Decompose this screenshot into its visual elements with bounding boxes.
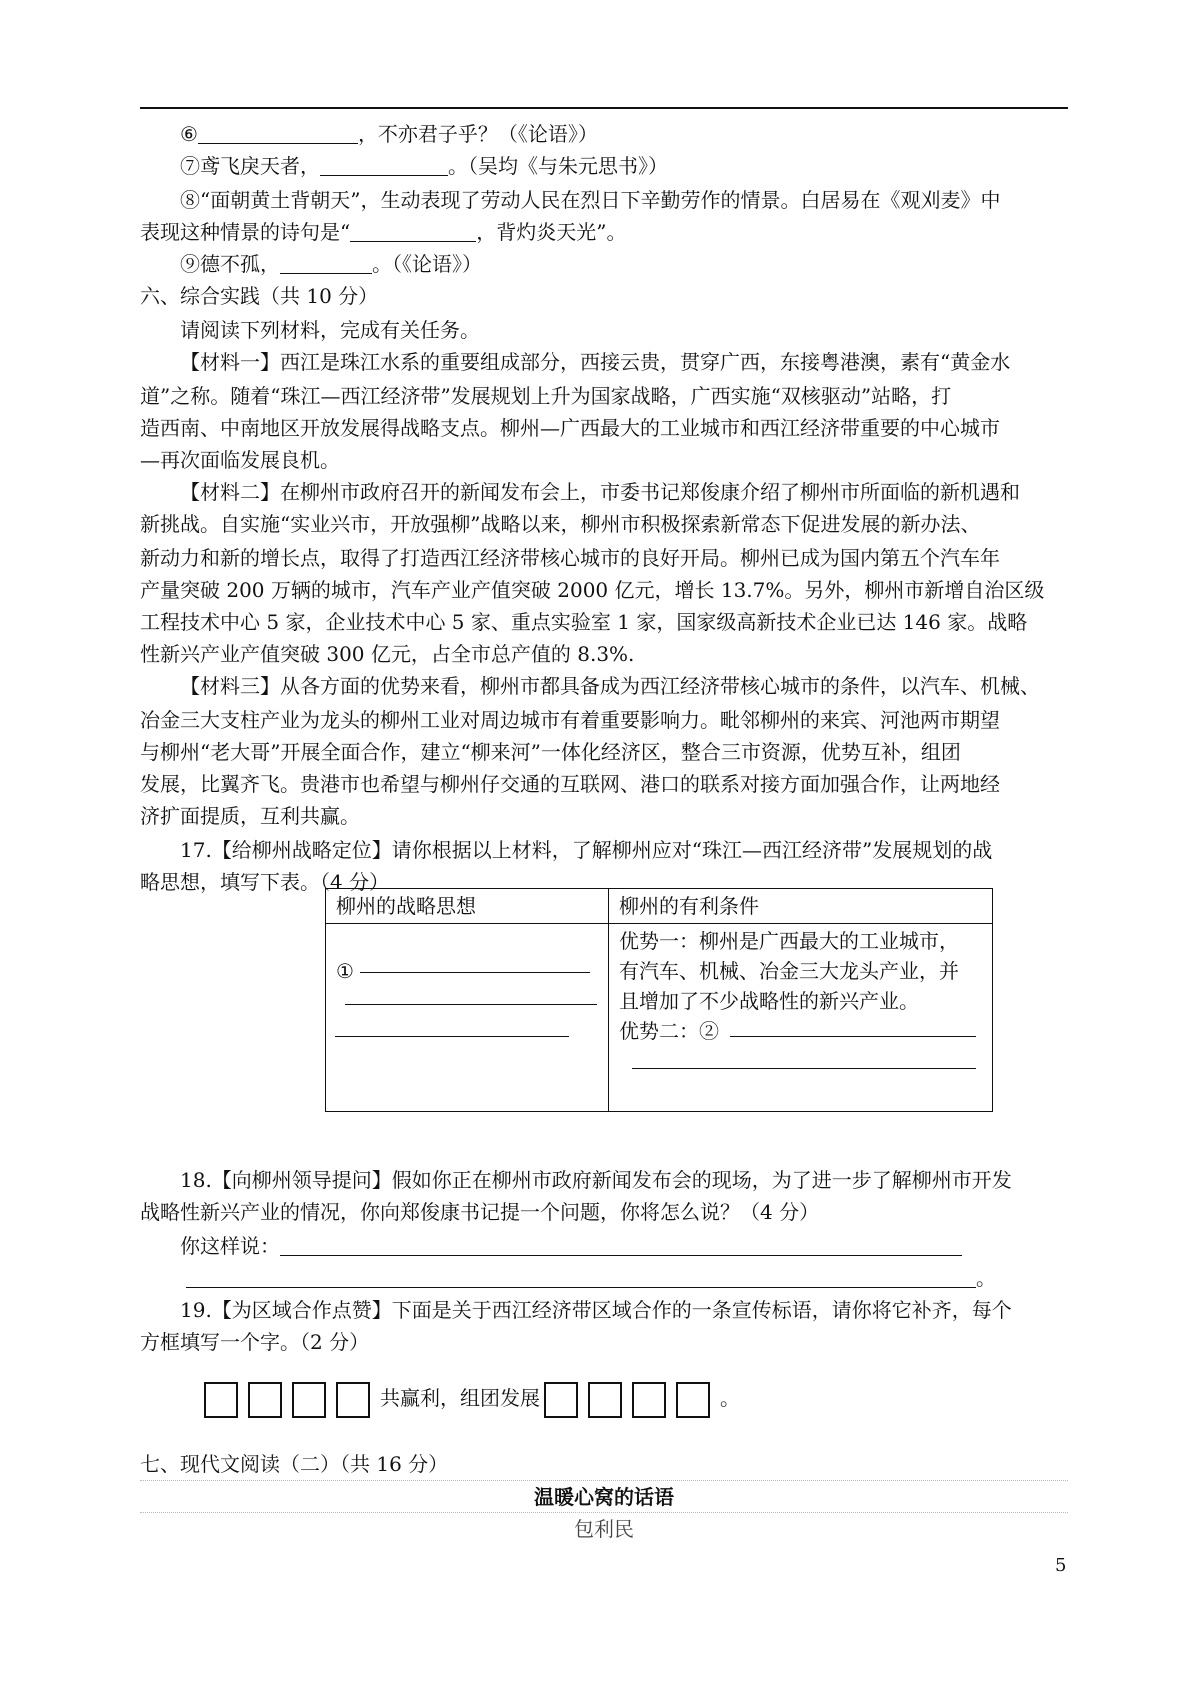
q18-answer-blank[interactable] (186, 1265, 976, 1288)
quote-7-blank[interactable] (320, 153, 448, 176)
material1-line: 造西南、中南地区开放发展得战略支点。柳州—广西最大的工业城市和西江经济带重要的中心城市 (140, 416, 1000, 440)
material3-line: 冶金三大支柱产业为龙头的柳州工业对周边城市有着重要影响力。毗邻柳州的来宾、河池两市期望 (140, 708, 1000, 732)
section6-heading: 六、综合实践（共 10 分） (140, 284, 379, 308)
article-author: 包利民 (574, 1517, 634, 1541)
material2-line: 性新兴产业产值突破 300 亿元，占全市总产值的 8.3%. (140, 642, 635, 666)
material2-line: 新动力和新的增长点，取得了打造西江经济带核心城市的良好开局。柳州已成为国内第五个汽车年 (140, 546, 1000, 570)
advantage2-label: 优势二：② (619, 1019, 719, 1043)
quote-7-text1: ⑦鸢飞戾天者， (180, 154, 320, 178)
quote-6-text: ，不亦君子乎？（《论语》） (357, 122, 598, 146)
header-rule (140, 107, 1068, 109)
quote-9-text1: ⑨德不孤， (180, 252, 280, 276)
q18-end-mark: 。 (976, 1266, 996, 1290)
advantage2-answer-line[interactable] (730, 1036, 976, 1037)
slogan-middle: 共赢利，组团发展 (380, 1386, 540, 1410)
quote-9-text2: 。（《论语》） (372, 252, 482, 276)
page-number: 5 (1055, 1555, 1067, 1576)
q18-line: 18.【向柳州领导提问】假如你正在柳州市政府新闻发布会的现场，为了进一步了解柳州市开发 (180, 1168, 1012, 1192)
quote-8-blank[interactable] (350, 219, 476, 242)
slogan-end: 。 (720, 1386, 740, 1410)
slogan-box[interactable] (248, 1382, 282, 1418)
dotted-rule (140, 1480, 1068, 1481)
material2-line: 【材料二】在柳州市政府召开的新闻发布会上，市委书记郑俊康介绍了柳州市所面临的新机遇和 (180, 480, 1020, 504)
material2-line: 产量突破 200 万辆的城市，汽车产业产值突破 2000 亿元，增长 13.7%。另外，柳州市新增自治区级 (140, 578, 1045, 602)
quote-6-num: ⑥ (180, 122, 198, 146)
q19-line: 19.【为区域合作点赞】下面是关于西江经济带区域合作的一条宣传标语，请你将它补齐，每个 (180, 1298, 1012, 1322)
material1-line: 【材料一】西江是珠江水系的重要组成部分，西接云贵，贯穿广西，东接粤港澳，素有“黄金水 (180, 350, 1011, 374)
slogan-box[interactable] (588, 1382, 622, 1418)
table-header-strategy: 柳州的战略思想 (326, 889, 609, 924)
advantage2-answer-line[interactable] (632, 1068, 976, 1069)
q19-line: 方框填写一个字。（2 分） (140, 1330, 370, 1354)
material3-line: 济扩面提质，互利共赢。 (140, 804, 360, 828)
q18-line: 战略性新兴产业的情况，你向郑俊康书记提一个问题，你将怎么说？（4 分） (140, 1200, 820, 1224)
strategy-answer-line[interactable] (345, 1004, 597, 1005)
advantage1-line: 优势一：柳州是广西最大的工业城市， (619, 929, 959, 953)
strategy-answer-line[interactable] (335, 1036, 569, 1037)
slogan (204, 1378, 740, 1418)
slogan-box[interactable] (676, 1382, 710, 1418)
q18-answer (180, 1230, 962, 1262)
q18-answer-line2 (186, 1262, 996, 1294)
material1-line: 道”之称。随着“珠江—西江经济带”发展规划上升为国家战略，广西实施“双核驱动”站略，打 (140, 384, 952, 408)
quote-6 (180, 118, 598, 150)
table-header-conditions: 柳州的有利条件 (609, 889, 993, 924)
material3-line: 【材料三】从各方面的优势来看，柳州市都具备成为西江经济带核心城市的条件，以汽车、机械、 (180, 674, 1040, 698)
quote-7 (180, 150, 668, 182)
material1-line: —再次面临发展良机。 (140, 448, 340, 472)
material3-line: 发展，比翼齐飞。贵港市也希望与柳州仔交通的互联网、港口的联系对接方面加强合作，让两地经 (140, 772, 1000, 796)
strategy-mark: ① (336, 959, 354, 983)
material2-line: 工程技术中心 5 家，企业技术中心 5 家、重点实验室 1 家，国家级高新技术企业已达 146 家。战略 (140, 610, 1028, 634)
quote-8-text-b: ，背灼炎天光”。 (476, 220, 627, 244)
q17-line: 略思想，填写下表。（4 分） (140, 870, 390, 894)
advantage1-line: 且增加了不少战略性的新兴产业。 (619, 989, 919, 1013)
conditions-cell (609, 924, 993, 1112)
quote-8-line1: ⑧“面朝黄土背朝天”，生动表现了劳动人民在烈日下辛勤劳作的情景。白居易在《观刈麦》中 (180, 188, 1001, 212)
quote-8-line2 (140, 216, 626, 248)
quote-7-text2: 。（吴均《与朱元思书》） (448, 154, 668, 178)
strategy-answer-cell[interactable] (326, 924, 609, 1112)
strategy-table (325, 888, 993, 1112)
slogan-box[interactable] (336, 1382, 370, 1418)
material3-line: 与柳州“老大哥”开展全面合作，建立“柳来河”一体化经济区，整合三市资源，优势互补，组团 (140, 740, 961, 764)
quote-6-blank[interactable] (198, 121, 358, 144)
section7-heading: 七、现代文阅读（二）（共 16 分） (140, 1452, 449, 1476)
quote-9 (180, 248, 482, 280)
article-title: 温暖心窝的话语 (534, 1485, 674, 1509)
slogan-box[interactable] (632, 1382, 666, 1418)
material2-line: 新挑战。自实施“实业兴市，开放强柳”战略以来，柳州市积极探索新常态下促进发展的新办法、 (140, 512, 981, 536)
slogan-box[interactable] (544, 1382, 578, 1418)
strategy-answer-line[interactable] (360, 972, 590, 973)
q18-answer-blank[interactable] (280, 1233, 962, 1256)
quote-8-text-a: 表现这种情景的诗句是“ (140, 220, 351, 244)
dotted-rule (140, 1512, 1068, 1513)
q17-line: 17.【给柳州战略定位】请你根据以上材料，了解柳州应对“珠江—西江经济带”发展规划的战 (180, 838, 993, 862)
q18-answer-prefix: 你这样说： (180, 1234, 280, 1258)
slogan-box[interactable] (204, 1382, 238, 1418)
slogan-box[interactable] (292, 1382, 326, 1418)
advantage1-line: 有汽车、机械、冶金三大龙头产业，并 (619, 959, 959, 983)
quote-9-blank[interactable] (280, 251, 372, 274)
section6-intro: 请阅读下列材料，完成有关任务。 (180, 318, 480, 342)
